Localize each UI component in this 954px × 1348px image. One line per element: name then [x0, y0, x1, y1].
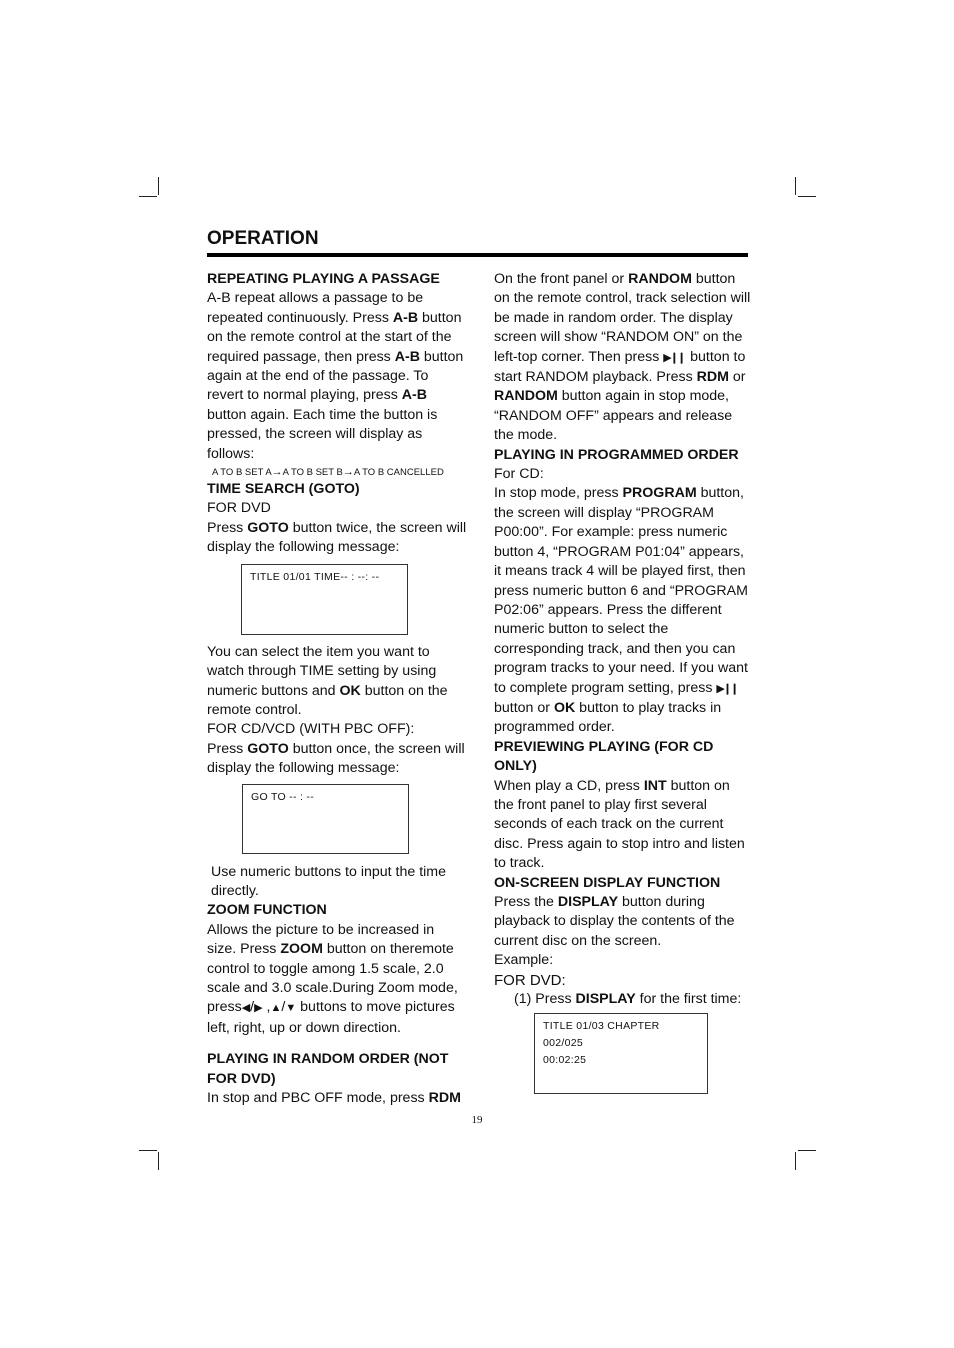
goto-paragraph-2 — [207, 643, 467, 721]
key-label: A-B — [401, 387, 427, 404]
screen-message-line: TITLE 01/03 CHAPTER 002/025 — [543, 1020, 660, 1050]
program-heading: PLAYING IN PROGRAMMED ORDER — [494, 446, 739, 463]
crop-mark — [795, 177, 796, 195]
random-heading: PLAYING IN RANDOM ORDER (NOT FOR DVD) — [207, 1051, 449, 1087]
text: button to play tracks in programmed order. — [494, 699, 722, 736]
text: button to start RANDOM playback. Press — [494, 348, 746, 386]
key-label: OK — [339, 682, 361, 699]
title-rule — [207, 253, 748, 257]
key-label: RDM — [696, 369, 729, 386]
right-column — [494, 270, 752, 1094]
osd-step-1 — [494, 990, 752, 1009]
text: You can select the item you want to watch through TIME setting by using numeric buttons and — [207, 643, 437, 699]
play-pause-icon: ▶❙❙ — [716, 682, 738, 695]
ab-seq-step: A TO B SET A — [212, 467, 272, 479]
key-label: ZOOM — [280, 941, 323, 958]
text: Allows the picture to be increased in size. Press — [207, 921, 435, 958]
crop-mark — [139, 196, 157, 197]
left-column — [207, 270, 467, 1108]
osd-screen-box — [534, 1013, 708, 1094]
ab-seq-step: A TO B SET B — [282, 467, 343, 479]
key-label: DISPLAY — [557, 894, 619, 910]
text: In stop mode, press — [494, 485, 623, 502]
ab-paragraph — [207, 289, 467, 464]
text: Press the — [494, 894, 558, 910]
osd-heading: ON-SCREEN DISPLAY FUNCTION — [494, 874, 721, 891]
preview-paragraph — [494, 777, 752, 874]
preview-heading: PREVIEWING PLAYING (FOR CD ONLY) — [494, 738, 714, 775]
goto-screen-box-dvd — [241, 564, 408, 635]
text: Press — [207, 740, 248, 757]
text: When play a CD, press — [494, 777, 644, 794]
ab-heading: REPEATING PLAYING A PASSAGE — [207, 271, 440, 287]
key-label: RANDOM — [628, 271, 692, 287]
text: or — [728, 369, 746, 386]
key-label: OK — [553, 699, 576, 716]
key-label: GOTO — [247, 519, 289, 536]
crop-mark — [139, 1150, 157, 1151]
goto-paragraph-1 — [207, 519, 467, 558]
text: button twice, the screen will display the following message: — [207, 519, 467, 556]
crop-mark — [795, 1152, 796, 1170]
goto-paragraph-3 — [207, 740, 467, 779]
arrow-right-icon: → — [342, 466, 354, 479]
text: button on theremote control to toggle among 1.5 scale, 2.0 scale and 3.0 scale.During Zoom mode, press — [207, 941, 458, 1016]
key-label: RDM — [428, 1090, 461, 1106]
text: button once, the screen will display the following message: — [207, 740, 465, 777]
key-label: A-B — [394, 348, 420, 365]
arrow-up-icon: ▲ — [270, 1002, 282, 1015]
text: button on the front panel to play first several seconds of each track on the current disc. Press again to stop intro and listen to track. — [494, 777, 745, 872]
screen-message: GO TO -- : -- — [251, 790, 315, 803]
text: button again at the end of the passage. To revert to normal playing, press — [207, 348, 464, 404]
play-pause-icon: ▶❙❙ — [663, 351, 685, 364]
key-label: DISPLAY — [575, 991, 636, 1008]
random-continued — [494, 270, 752, 446]
arrow-right-icon: → — [271, 466, 283, 479]
goto-for-dvd: FOR DVD — [207, 500, 271, 517]
goto-for-cd: FOR CD/VCD (WITH PBC OFF): — [207, 721, 415, 738]
text: In stop and PBC OFF mode, press — [207, 1090, 429, 1106]
key-label: GOTO — [247, 740, 289, 757]
key-label: RANDOM — [494, 388, 558, 405]
text: button or — [494, 699, 554, 716]
text: A-B repeat allows a passage to be repeated continuously. Press — [207, 290, 424, 326]
key-label: A-B — [392, 309, 419, 326]
text: button, the screen will display “PROGRAM P00:00”. For example: press numeric button 4, “PROGRAM P01:04” appears, it means track 4 will be played first, then press numeric button 6 and “PROGRAM P02:06” appears. Press the different numeric button to select the corresponding track, and then you can program tracks to your need. If you want to complete program setting, press — [494, 485, 748, 696]
goto-heading: TIME SEARCH (GOTO) — [207, 481, 360, 498]
text: On the front panel or — [494, 271, 629, 287]
screen-message: TITLE 01/01 TIME-- : --: -- — [250, 570, 380, 583]
text: for the first time: — [635, 991, 742, 1008]
osd-for-dvd: FOR DVD: — [494, 971, 566, 989]
program-paragraph — [494, 484, 752, 737]
text: Press — [207, 519, 248, 536]
crop-mark — [798, 1150, 816, 1151]
ab-sequence — [212, 466, 467, 479]
text: button on the remote control, track selection will be made in random order. The display screen will show “RANDOM ON” on the left-top corner. Then press — [494, 271, 751, 365]
random-paragraph — [207, 1089, 467, 1108]
goto-screen-box-cd — [242, 784, 409, 854]
crop-mark — [158, 1152, 159, 1170]
text: button on the remote control. — [207, 682, 448, 718]
key-label: PROGRAM — [622, 485, 697, 502]
text: button during playback to display the contents of the current disc on the screen. — [494, 894, 735, 949]
text: button again. Each time the button is pressed, the screen will display as follows: — [207, 406, 438, 462]
zoom-paragraph: Allows the picture to be increased in size. Press ZOOM button on theremote control to toggle among 1.5 scale, 2.0 scale and 3.0 scale.During Zoom mode, press◀/▶ ,▲/▼ buttons to move pictures left, right, up or down direction. — [207, 921, 458, 1036]
text: button on the remote control at the start of the required passage, then press — [207, 309, 462, 365]
text: (1) Press — [514, 991, 576, 1008]
page-number: 19 — [471, 1114, 483, 1126]
arrow-left-icon: ◀ — [241, 1002, 251, 1015]
osd-example: Example: — [494, 952, 554, 969]
text: buttons to move pictures left, right, up or down direction. — [207, 999, 455, 1036]
key-label: INT — [643, 777, 667, 794]
text: button again in stop mode, “RANDOM OFF” appears and release the mode. — [494, 388, 733, 444]
osd-paragraph — [494, 893, 752, 951]
screen-message-line: 00:02:25 — [543, 1054, 587, 1067]
crop-mark — [798, 196, 816, 197]
ab-seq-step: A TO B CANCELLED — [353, 467, 444, 479]
arrow-right-icon: ▶ — [254, 1002, 263, 1015]
zoom-heading: ZOOM FUNCTION — [207, 902, 327, 919]
program-for-cd: For CD: — [494, 466, 544, 483]
arrow-down-icon: ▼ — [285, 1002, 297, 1015]
crop-mark — [158, 177, 159, 195]
goto-paragraph-4: Use numeric buttons to input the time directly. — [211, 863, 447, 899]
page-title: OPERATION — [207, 228, 319, 249]
